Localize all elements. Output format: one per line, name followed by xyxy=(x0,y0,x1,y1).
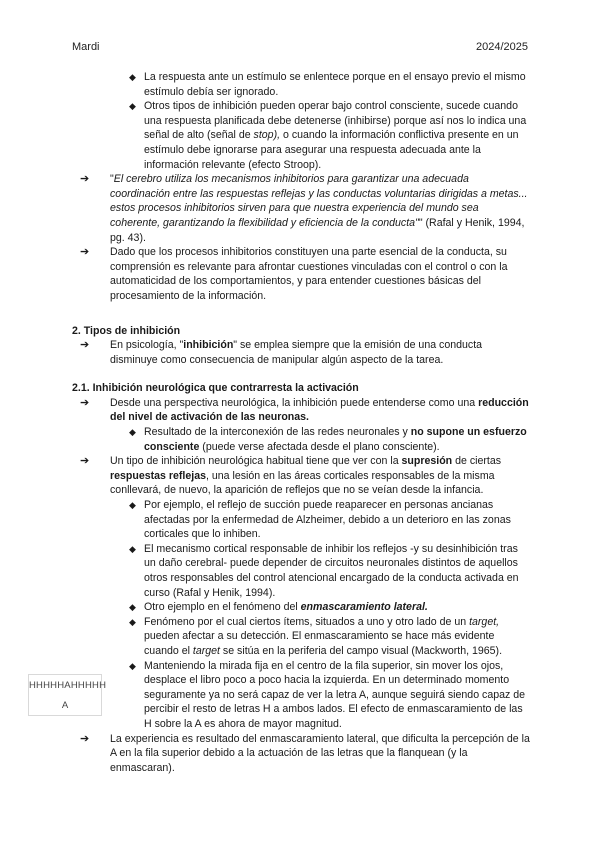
bold-term: respuestas reflejas xyxy=(110,469,206,482)
paragraph-text: (puede verse afectada desde el plano consciente). xyxy=(199,440,440,453)
paragraph-text: Otro ejemplo en el fenómeno del xyxy=(144,601,301,614)
bold-italic-term: enmascaramiento lateral. xyxy=(300,601,428,614)
list-item xyxy=(72,732,530,776)
paragraph-text: Resultado de la interconexión de las redes neuronales y xyxy=(144,426,411,439)
list-item xyxy=(72,425,530,454)
list-item xyxy=(72,454,530,498)
arrow-bullet-icon: ➔ xyxy=(80,732,90,745)
paragraph-text: de ciertas xyxy=(452,455,502,468)
diamond-bullet-icon: ◆ xyxy=(129,602,136,613)
paragraph-text: Por ejemplo, el reflejo de succión puede reaparecer en personas ancianas afectadas por la enfermedad de Alzheimer, debido a un deterioro en las zonas corticales que lo inhiben. xyxy=(144,499,511,541)
header-year: 2024/2025 xyxy=(476,41,528,53)
list-item xyxy=(72,396,530,425)
figure-top-row: HHHHHAHHHHH xyxy=(29,680,107,691)
arrow-bullet-icon: ➔ xyxy=(80,339,90,352)
diamond-bullet-icon: ◆ xyxy=(129,543,136,554)
list-item xyxy=(72,70,530,99)
bold-term: supresión xyxy=(401,455,453,468)
arrow-bullet-icon: ➔ xyxy=(80,396,90,409)
paragraph-text: En psicología, " xyxy=(110,339,184,352)
arrow-bullet-icon: ➔ xyxy=(80,173,90,186)
quote-text: El cerebro utiliza los mecanismos inhibitorios para garantizar una adecuada coordinación entre las respuestas reflejas y las conductas voluntarias dirigidas a metas... estos procesos inhibitorios sirven para que nuestra experiencia del mundo sea coherente, garantizando la flexibilidad y eficiencia de la conducta" xyxy=(110,173,528,229)
quote-mark: " xyxy=(110,173,114,186)
paragraph-text: La experiencia es resultado del enmascaramiento lateral, que dificulta la percepción de la A en la fila superior debido a la actuación de las letras que la flanquean (y la enmascaran). xyxy=(110,732,530,774)
document-body xyxy=(72,70,530,775)
diamond-bullet-icon: ◆ xyxy=(129,616,136,627)
list-item xyxy=(72,615,530,659)
paragraph-text: Un tipo de inhibición neurológica habitual tiene que ver con la xyxy=(110,455,402,468)
paragraph-text: Fenómeno por el cual ciertos ítems, situados a uno y otro lado de un xyxy=(144,615,470,628)
italic-text: target, xyxy=(469,615,500,628)
section-heading: 2. Tipos de inhibición xyxy=(72,324,181,337)
list-item xyxy=(72,245,530,303)
paragraph-text: Otros tipos de inhibición pueden operar bajo control consciente, sucede cuando una respuesta planificada debe detenerse (inhibirse) porque así nos lo indica una señal de alto (señal de xyxy=(144,100,527,142)
list-item xyxy=(72,498,530,542)
diamond-bullet-icon: ◆ xyxy=(129,427,136,438)
list-item xyxy=(72,600,530,615)
italic-text: stop), xyxy=(253,129,281,142)
paragraph-text: Manteniendo la mirada fija en el centro de la fila superior, sin mover los ojos, desplace el libro poco a poco hacia la izquierda. En un determinado momento seguramente ya no será capaz de ver la letra A, aunque seguirá siendo capaz de percibir el resto de letras H a ambos lados. El efecto de enmascaramiento de las H sobre la A es ahora de mayor magnitud. xyxy=(144,659,526,730)
arrow-bullet-icon: ➔ xyxy=(80,246,90,259)
paragraph-text: o cuando la información conflictiva presente en un estímulo debe ignorarse para asegurar una respuesta adecuada ante la información relevante (efecto Stroop). xyxy=(144,129,519,171)
list-item xyxy=(72,659,530,732)
list-item xyxy=(72,99,530,172)
diamond-bullet-icon: ◆ xyxy=(129,101,136,112)
figure-bottom-row: A xyxy=(61,700,69,711)
list-item xyxy=(72,338,530,367)
bold-term: inhibición xyxy=(183,339,234,352)
paragraph-text: , una lesión en las áreas corticales responsables de la misma conllevará, de nuevo, la aparición de reflejos que no se veían desde la infancia. xyxy=(110,469,495,497)
paragraph-text: " se emplea siempre que la emisión de una conducta disminuye como consecuencia de manipular algún aspecto de la tarea. xyxy=(110,339,483,366)
paragraph-text: Dado que los procesos inhibitorios constituyen una parte esencial de la conducta, su comprensión es relevante para afrontar cuestiones vinculadas con el control o con la automaticidad de los comportamientos, y para entender cuestiones básicas del procesamiento de la información. xyxy=(110,246,508,302)
lateral-masking-figure xyxy=(28,674,107,716)
paragraph-text: Desde una perspectiva neurológica, la inhibición puede entenderse como una xyxy=(110,396,479,409)
diamond-bullet-icon: ◆ xyxy=(129,72,136,82)
list-item xyxy=(72,542,530,600)
subsection-heading: 2.1. Inhibición neurológica que contrarresta la activación xyxy=(72,382,359,395)
bold-term: no supone un esfuerzo consciente xyxy=(144,426,527,453)
paragraph-text: se sitúa en la periferia del campo visual (Mackworth, 1965). xyxy=(219,644,503,657)
paragraph-text: pueden afectar a su detección. El enmascaramiento se hace más evidente cuando el xyxy=(144,630,495,657)
italic-text: target xyxy=(192,644,220,657)
list-item xyxy=(72,172,530,245)
diamond-bullet-icon: ◆ xyxy=(129,500,136,511)
quote-reference: " (Rafal y Henik, 1994, pg. 43). xyxy=(110,216,525,244)
arrow-bullet-icon: ➔ xyxy=(80,455,90,468)
paragraph-text: El mecanismo cortical responsable de inhibir los reflejos -y su desinhibición tras un daño cerebral- puede depender de circuitos neuronales distintos de aquellos otros responsables del control atencional encargado de la conducta activada en curso (Rafal y Henik, 1994). xyxy=(144,542,519,599)
header-course: Mardi xyxy=(72,41,100,53)
paragraph-text: La respuesta ante un estímulo se enlentece porque en el ensayo previo el mismo estímulo debía ser ignorado. xyxy=(144,71,526,98)
bold-term: reducción del nivel de activación de las neuronas. xyxy=(110,396,529,424)
diamond-bullet-icon: ◆ xyxy=(129,660,136,671)
